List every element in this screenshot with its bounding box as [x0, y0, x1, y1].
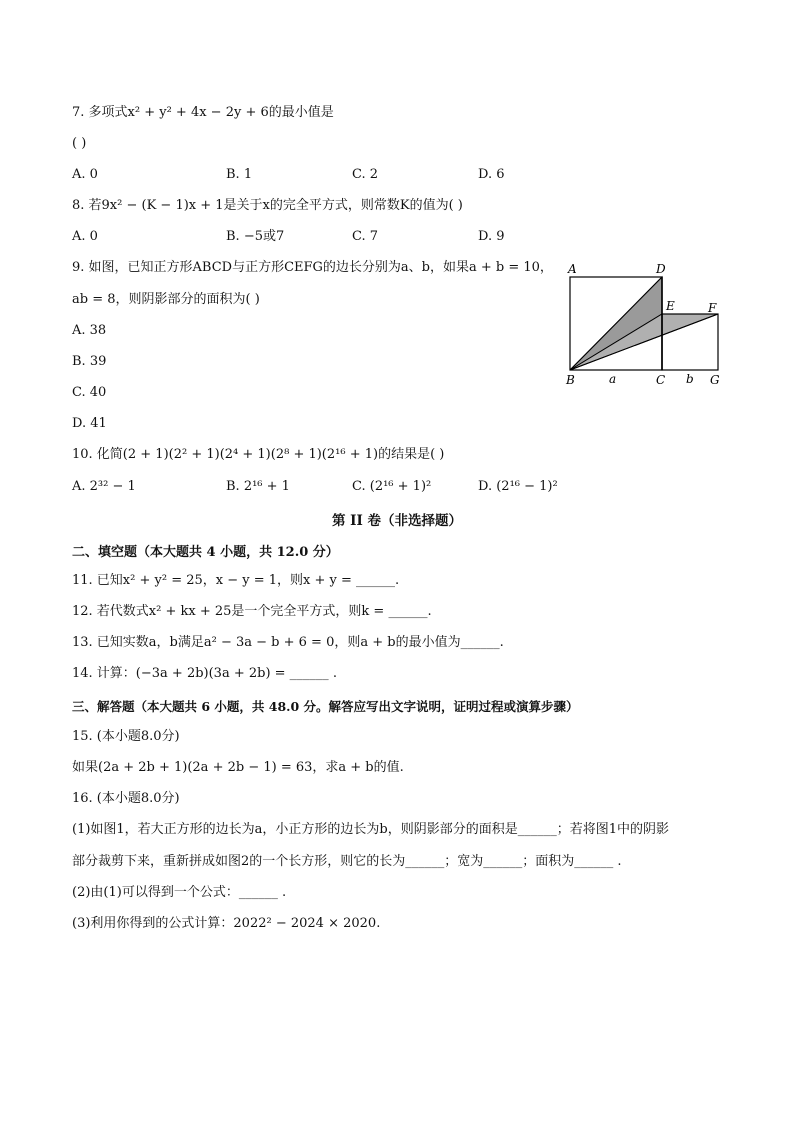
q15-body: 如果(2a + 2b + 1)(2a + 2b − 1) = 63，求a + b的值. [72, 760, 404, 775]
q13-text: 13. 已知实数a，b满足a² − 3a − b + 6 = 0，则a + b的最小值为______. [72, 635, 504, 650]
q11-text: 11. 已知x² + y² = 25，x − y = 1，则x + y = ______. [72, 573, 400, 588]
q9-label-b-vertex: B [566, 373, 575, 387]
q8-option-d: D. 9 [478, 229, 505, 244]
q8-option-c: C. 7 [352, 229, 379, 244]
q7-stem: 7. 多项式x² + y² + 4x − 2y + 6的最小值是 [72, 105, 334, 120]
q10-stem: 10. 化简(2 + 1)(2² + 1)(2⁴ + 1)(2⁸ + 1)(2¹⁶ + 1)的结果是( ) [72, 447, 445, 462]
q16-part1-line2: 部分裁剪下来，重新拼成如图2的一个长方形，则它的长为______；宽为______；面积为______ . [72, 854, 622, 869]
q10-option-d: D. (2¹⁶ − 1)² [478, 479, 558, 494]
q15-head: 15. (本小题8.0分) [72, 729, 180, 744]
q9-stem-line1: 9. 如图，已知正方形ABCD与正方形CEFG的边长分别为a、b，如果a + b = 10， [72, 260, 553, 275]
q10-option-b: B. 2¹⁶ + 1 [226, 479, 290, 494]
section3-title: 三、解答题（本大题共 6 小题，共 48.0 分。解答应写出文字说明，证明过程或演算步骤） [72, 699, 579, 714]
q16-part2: (2)由(1)可以得到一个公式：______ . [72, 885, 287, 900]
q9-label-a-vertex: A [568, 262, 577, 276]
q7-option-a: A. 0 [72, 167, 98, 182]
q9-label-side-a: a [609, 372, 617, 386]
q7-paren: ( ) [72, 136, 87, 151]
q8-stem: 8. 若9x² − (K − 1)x + 1是关于x的完全平方式，则常数K的值为( ) [72, 198, 463, 213]
q9-option-a: A. 38 [72, 323, 107, 338]
q16-head: 16. (本小题8.0分) [72, 791, 180, 806]
q10-option-c: C. (2¹⁶ + 1)² [352, 479, 432, 494]
q10-option-a: A. 2³² − 1 [72, 479, 136, 494]
q9-option-b: B. 39 [72, 354, 107, 369]
q7-option-c: C. 2 [352, 167, 379, 182]
q9-stem-line2: ab = 8，则阴影部分的面积为( ) [72, 292, 260, 307]
q14-text: 14. 计算：(−3a + 2b)(3a + 2b) = ______ . [72, 666, 337, 681]
q16-part1-line1: (1)如图1，若大正方形的边长为a，小正方形的边长为b，则阴影部分的面积是______；若将图1中的阴影 [72, 822, 670, 837]
q12-text: 12. 若代数式x² + kx + 25是一个完全平方式，则k = ______. [72, 604, 432, 619]
q7-option-b: B. 1 [226, 167, 253, 182]
q9-label-side-b: b [686, 372, 694, 386]
q9-label-c-vertex: C [656, 373, 666, 387]
q9-option-d: D. 41 [72, 416, 107, 431]
q8-option-b: B. −5或7 [226, 229, 285, 244]
q9-label-e-vertex: E [666, 299, 675, 313]
q8-option-a: A. 0 [72, 229, 98, 244]
q9-figure [560, 258, 730, 390]
q9-label-g-vertex: G [710, 373, 720, 387]
q9-option-c: C. 40 [72, 385, 107, 400]
q9-label-f-vertex: F [708, 301, 717, 315]
section2-title: 二、填空题（本大题共 4 小题，共 12.0 分） [72, 545, 339, 560]
q16-part3: (3)利用你得到的公式计算：2022² − 2024 × 2020. [72, 916, 381, 931]
q9-label-d-vertex: D [656, 262, 666, 276]
part2-title: 第 II 卷（非选择题） [331, 513, 463, 529]
q7-option-d: D. 6 [478, 167, 505, 182]
